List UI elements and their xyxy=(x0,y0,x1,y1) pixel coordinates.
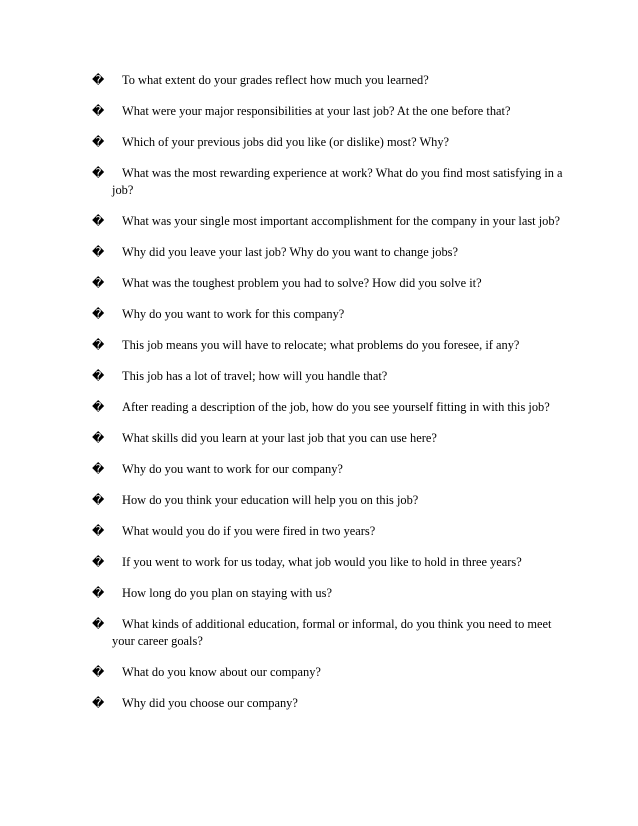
question-item xyxy=(92,492,572,509)
question-item xyxy=(92,664,572,681)
question-text: What skills did you learn at your last job that you can use here? xyxy=(122,431,437,445)
question-text: What kinds of additional education, formal or informal, do you think you need to meet your career goals? xyxy=(112,617,552,648)
bullet-glyph: � xyxy=(92,104,105,118)
question-item xyxy=(92,430,572,447)
question-item xyxy=(92,275,572,292)
bullet-glyph: � xyxy=(92,586,105,600)
bullet-glyph: � xyxy=(92,555,105,569)
question-item xyxy=(92,616,572,650)
question-text: This job has a lot of travel; how will you handle that? xyxy=(122,369,388,383)
question-text: What would you do if you were fired in two years? xyxy=(122,524,376,538)
bullet-glyph: � xyxy=(92,696,105,710)
question-text: If you went to work for us today, what job would you like to hold in three years? xyxy=(122,555,522,569)
question-item xyxy=(92,306,572,323)
bullet-glyph: � xyxy=(92,276,105,290)
question-text: Why did you choose our company? xyxy=(122,696,298,710)
question-text: What was your single most important accomplishment for the company in your last job? xyxy=(122,214,561,228)
question-item xyxy=(92,213,572,230)
question-item xyxy=(92,695,572,712)
bullet-glyph: � xyxy=(92,369,105,383)
question-item xyxy=(92,368,572,385)
bullet-glyph: � xyxy=(92,214,105,228)
question-text: What was the toughest problem you had to solve? How did you solve it? xyxy=(122,276,482,290)
bullet-glyph: � xyxy=(92,307,105,321)
bullet-glyph: � xyxy=(92,462,105,476)
question-text: How do you think your education will help you on this job? xyxy=(122,493,419,507)
question-list xyxy=(92,72,572,726)
bullet-glyph: � xyxy=(92,524,105,538)
bullet-glyph: � xyxy=(92,245,105,259)
question-item xyxy=(92,103,572,120)
question-text: Why do you want to work for our company? xyxy=(122,462,343,476)
question-text: After reading a description of the job, how do you see yourself fitting in with this job? xyxy=(122,400,550,414)
bullet-glyph: � xyxy=(92,166,105,180)
question-text: Why did you leave your last job? Why do you want to change jobs? xyxy=(122,245,458,259)
question-text: What was the most rewarding experience at work? What do you find most satisfying in a job? xyxy=(112,166,563,197)
question-text: Why do you want to work for this company? xyxy=(122,307,345,321)
question-item xyxy=(92,399,572,416)
bullet-glyph: � xyxy=(92,431,105,445)
bullet-glyph: � xyxy=(92,493,105,507)
question-item xyxy=(92,554,572,571)
question-text: Which of your previous jobs did you like (or dislike) most? Why? xyxy=(122,135,450,149)
question-text: To what extent do your grades reflect how much you learned? xyxy=(122,73,429,87)
question-text: What were your major responsibilities at your last job? At the one before that? xyxy=(122,104,511,118)
question-item xyxy=(92,165,572,199)
question-item xyxy=(92,585,572,602)
bullet-glyph: � xyxy=(92,665,105,679)
question-text: What do you know about our company? xyxy=(122,665,321,679)
question-text: How long do you plan on staying with us? xyxy=(122,586,332,600)
question-text: This job means you will have to relocate; what problems do you foresee, if any? xyxy=(122,338,520,352)
question-item xyxy=(92,461,572,478)
question-item xyxy=(92,244,572,261)
bullet-glyph: � xyxy=(92,338,105,352)
bullet-glyph: � xyxy=(92,400,105,414)
question-item xyxy=(92,72,572,89)
question-item xyxy=(92,337,572,354)
question-item xyxy=(92,134,572,151)
bullet-glyph: � xyxy=(92,617,105,631)
bullet-glyph: � xyxy=(92,135,105,149)
bullet-glyph: � xyxy=(92,73,105,87)
question-item xyxy=(92,523,572,540)
